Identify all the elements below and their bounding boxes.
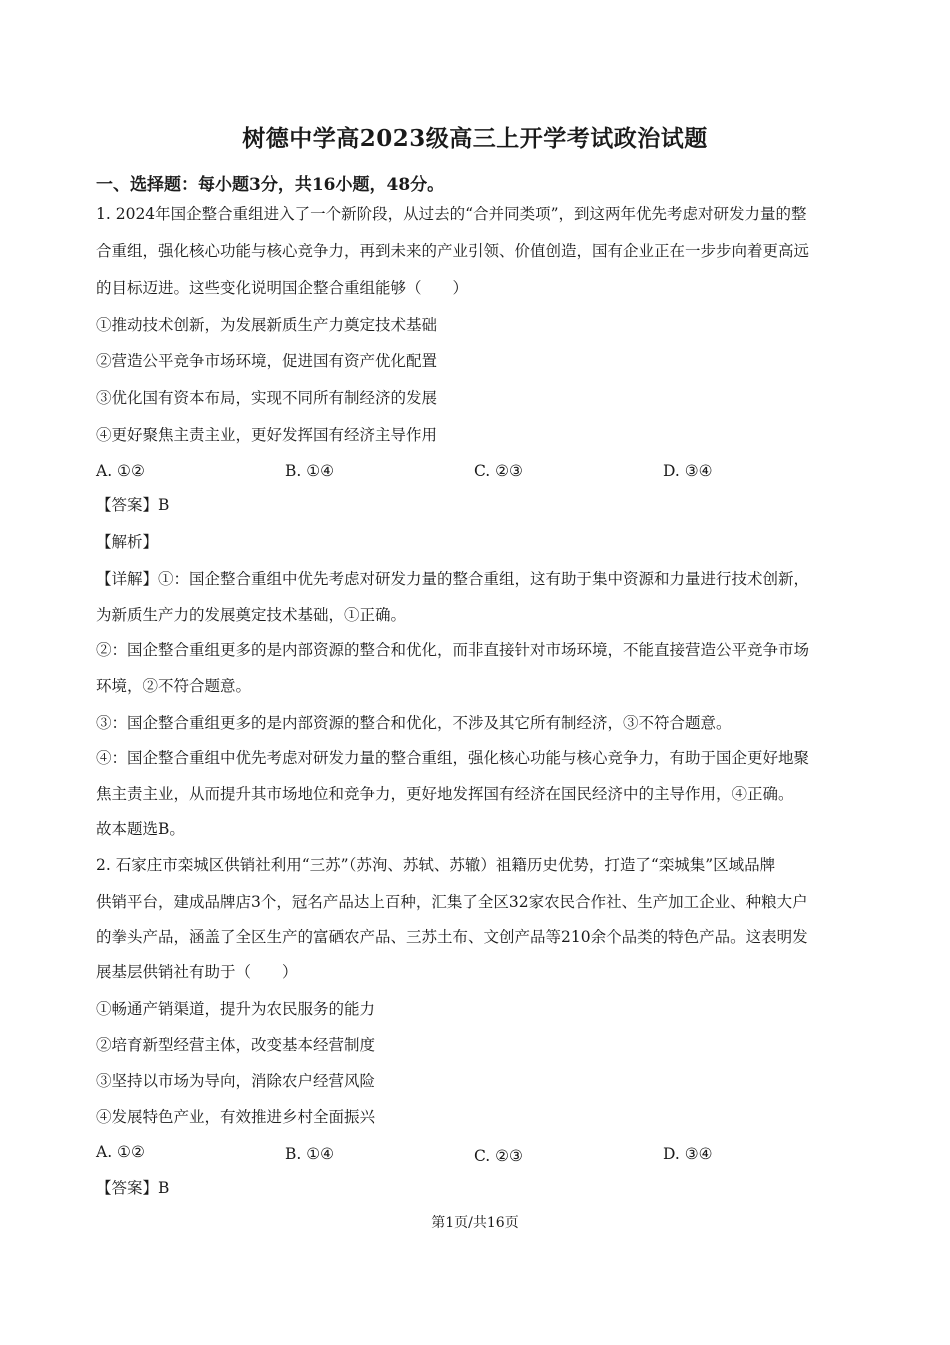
q2-item: ①畅通产销渠道，提升为农民服务的能力 bbox=[96, 1000, 376, 1018]
q2-option-a: A. ①② bbox=[96, 1143, 145, 1161]
q1-option-a: A. ①② bbox=[96, 462, 145, 480]
q1-analysis-label: 【解析】 bbox=[96, 533, 159, 551]
q1-detail-line: 焦主责主业，从而提升其市场地位和竞争力，更好地发挥国有经济在国民经济中的主导作用，④正确。 bbox=[96, 785, 794, 803]
q2-answer: 【答案】B bbox=[96, 1179, 170, 1197]
page-title: 树德中学高2023级高三上开学考试政治试题 bbox=[242, 125, 708, 152]
q1-option-c: C. ②③ bbox=[474, 462, 523, 480]
q1-detail-line: ④：国企整合重组中优先考虑对研发力量的整合重组，强化核心功能与核心竞争力，有助于国企更好地聚 bbox=[96, 749, 810, 767]
q2-stem-line: 的拳头产品，涵盖了全区生产的富硒农产品、三苏土布、文创产品等210余个品类的特色产品。这表明发 bbox=[96, 928, 808, 946]
q2-item: ③坚持以市场为导向，消除农户经营风险 bbox=[96, 1072, 376, 1090]
q2-item: ④发展特色产业，有效推进乡村全面振兴 bbox=[96, 1108, 376, 1126]
q2-stem-line: 供销平台，建成品牌店3个，冠名产品达上百种，汇集了全区32家农民合作社、生产加工企业、种粮大户 bbox=[96, 893, 808, 911]
q1-detail-line: 环境，②不符合题意。 bbox=[96, 677, 252, 695]
section-heading: 一、选择题：每小题3分，共16小题，48分。 bbox=[96, 175, 445, 195]
q1-option-b: B. ①④ bbox=[285, 462, 335, 480]
q1-item: ①推动技术创新，为发展新质生产力奠定技术基础 bbox=[96, 316, 438, 334]
q2-option-b: B. ①④ bbox=[285, 1145, 335, 1163]
q2-option-d: D. ③④ bbox=[663, 1145, 713, 1163]
q2-stem-line: 2. 石家庄市栾城区供销社利用“三苏”（苏洵、苏轼、苏辙）祖籍历史优势，打造了“栾城集”区域品牌 bbox=[96, 856, 776, 874]
page-footer: 第1页/共16页 bbox=[431, 1215, 519, 1231]
q2-option-c: C. ②③ bbox=[474, 1147, 523, 1165]
q1-stem-line: 的目标迈进。这些变化说明国企整合重组能够（ ） bbox=[96, 279, 469, 297]
q2-stem-line: 展基层供销社有助于（ ） bbox=[96, 963, 298, 981]
q1-detail-line: ③：国企整合重组更多的是内部资源的整合和优化，不涉及其它所有制经济，③不符合题意。 bbox=[96, 714, 732, 732]
q1-stem-line: 1. 2024年国企整合重组进入了一个新阶段，从过去的“合并同类项”，到这两年优先考虑对研发力量的整 bbox=[96, 205, 807, 223]
q1-stem-line: 合重组，强化核心功能与核心竞争力，再到未来的产业引领、价值创造，国有企业正在一步步向着更高远 bbox=[96, 242, 810, 260]
q1-item: ④更好聚焦主责主业，更好发挥国有经济主导作用 bbox=[96, 426, 438, 444]
q2-item: ②培育新型经营主体，改变基本经营制度 bbox=[96, 1036, 376, 1054]
q1-detail-line: ②：国企整合重组更多的是内部资源的整合和优化，而非直接针对市场环境，不能直接营造公平竞争市场 bbox=[96, 641, 810, 659]
q1-detail-line: 为新质生产力的发展奠定技术基础，①正确。 bbox=[96, 606, 407, 624]
q1-item: ②营造公平竞争市场环境，促进国有资产优化配置 bbox=[96, 352, 438, 370]
q1-answer: 【答案】B bbox=[96, 496, 170, 514]
q1-detail-line: 【详解】①：国企整合重组中优先考虑对研发力量的整合重组，这有助于集中资源和力量进行技术创新， bbox=[96, 570, 810, 588]
q1-option-d: D. ③④ bbox=[663, 462, 713, 480]
q1-detail-line: 故本题选B。 bbox=[96, 820, 185, 838]
q1-item: ③优化国有资本布局，实现不同所有制经济的发展 bbox=[96, 389, 438, 407]
